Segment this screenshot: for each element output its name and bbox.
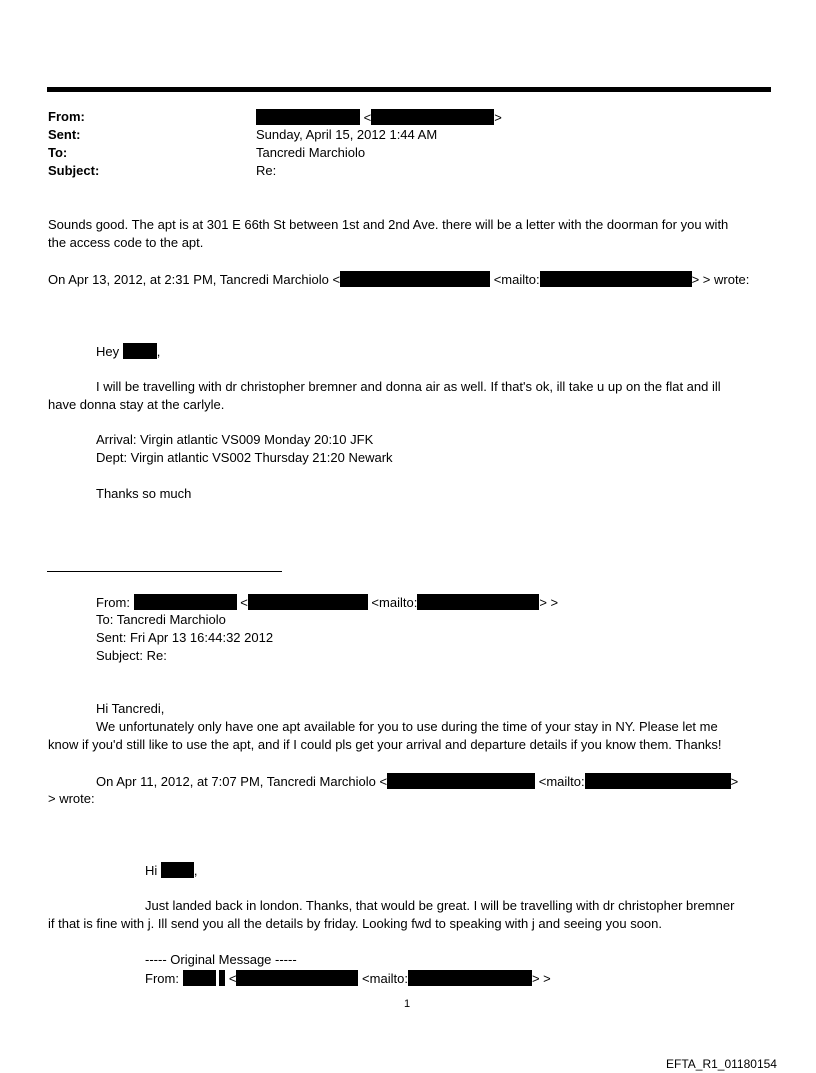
quote2-greeting-comma: , (193, 863, 198, 878)
subject-value: Re: (256, 163, 277, 178)
quote2-attrib-close: > (730, 774, 739, 789)
quote1-greeting (96, 343, 160, 360)
redaction-block (219, 970, 225, 986)
redaction-block (161, 862, 194, 878)
redaction-block (585, 773, 731, 789)
forwarded-greeting: Hi Tancredi, (96, 701, 165, 716)
redaction-block (134, 594, 237, 610)
sent-label: Sent: (48, 127, 81, 142)
original-message-divider: ----- Original Message ----- (145, 952, 297, 967)
sent-value: Sunday, April 15, 2012 1:44 AM (256, 127, 438, 142)
forwarded-sent-line: Sent: Fri Apr 13 16:44:32 2012 (96, 630, 274, 645)
redaction-block (248, 594, 368, 610)
from-close-bracket: > (494, 110, 502, 125)
quote2-attribution (96, 773, 738, 790)
quote2-wrote: > wrote: (48, 791, 95, 806)
forwarded-from-label: From: (96, 595, 130, 610)
quote1-dept: Dept: Virgin atlantic VS002 Thursday 21:20 Newark (96, 450, 393, 465)
forwarded-body-line-2: know if you'd still like to use the apt, and if I could pls get your arrival and departure details if you know them. Thanks! (48, 737, 722, 752)
subject-label: Subject: (48, 163, 100, 178)
redaction-block (256, 109, 360, 125)
redaction-block (236, 970, 358, 986)
reply-line-1: Sounds good. The apt is at 301 E 66th St between 1st and 2nd Ave. there will be a letter with the doorman for you with (48, 217, 729, 232)
from-open-bracket: < (363, 110, 372, 125)
forwarded-from-open: < (240, 595, 248, 610)
quote1-thanks: Thanks so much (96, 486, 192, 501)
quote1-attribution (48, 271, 749, 288)
redaction-block (408, 970, 532, 986)
quote1-attrib-prefix: On Apr 13, 2012, at 2:31 PM, Tancredi Marchiolo < (48, 272, 341, 287)
quote1-arrival: Arrival: Virgin atlantic VS009 Monday 20:10 JFK (96, 432, 374, 447)
quote2-from-line (145, 970, 551, 987)
forwarded-subject-line: Subject: Re: (96, 648, 167, 663)
quote2-attrib-prefix: On Apr 11, 2012, at 7:07 PM, Tancredi Marchiolo < (96, 774, 388, 789)
forwarded-from-mailto: <mailto: (371, 595, 418, 610)
to-label: To: (48, 145, 68, 160)
separator-rule (47, 571, 282, 572)
from-label: From: (48, 109, 85, 124)
redaction-block (540, 271, 692, 287)
quote2-from-open: < (228, 971, 237, 986)
quote2-body-line-2: if that is fine with j. Ill send you all the details by friday. Looking fwd to speaking with j and seeing you soon. (48, 916, 662, 931)
quote1-greeting-text: Hey (96, 344, 120, 359)
quote2-from-mailto: <mailto: (362, 971, 408, 986)
quote1-attrib-suffix: > > wrote: (691, 272, 750, 287)
quote2-greeting-text: Hi (145, 863, 158, 878)
redaction-block (371, 109, 494, 125)
from-value (256, 109, 502, 126)
redaction-block (387, 773, 535, 789)
quote1-greeting-comma: , (156, 344, 161, 359)
reply-line-2: the access code to the apt. (48, 235, 204, 250)
redaction-block (123, 343, 157, 359)
forwarded-to-line: To: Tancredi Marchiolo (96, 612, 226, 627)
quote2-attrib-mailto: <mailto: (538, 774, 585, 789)
redaction-block (183, 970, 216, 986)
forwarded-from-close: > > (539, 595, 559, 610)
page-number: 1 (404, 998, 411, 1010)
quote2-body-line-1: Just landed back in london. Thanks, that would be great. I will be travelling with dr christopher bremner (145, 898, 735, 913)
forwarded-body-line-1: We unfortunately only have one apt available for you to use during the time of your stay in NY. Please let me (96, 719, 718, 734)
quote1-attrib-mailto: <mailto: (493, 272, 540, 287)
document-id: EFTA_R1_01180154 (666, 1057, 777, 1071)
forwarded-from-line (96, 594, 558, 611)
quote2-from-close: > > (531, 971, 551, 986)
redaction-block (417, 594, 539, 610)
quote2-from-label: From: (145, 971, 179, 986)
quote1-body-line-1: I will be travelling with dr christopher bremner and donna air as well. If that's ok, ill take u up on the flat and ill (96, 379, 721, 394)
quote2-greeting (145, 862, 198, 879)
to-value: Tancredi Marchiolo (256, 145, 366, 160)
quote1-body-line-2: have donna stay at the carlyle. (48, 397, 225, 412)
redaction-block (340, 271, 490, 287)
header-rule (47, 87, 771, 92)
